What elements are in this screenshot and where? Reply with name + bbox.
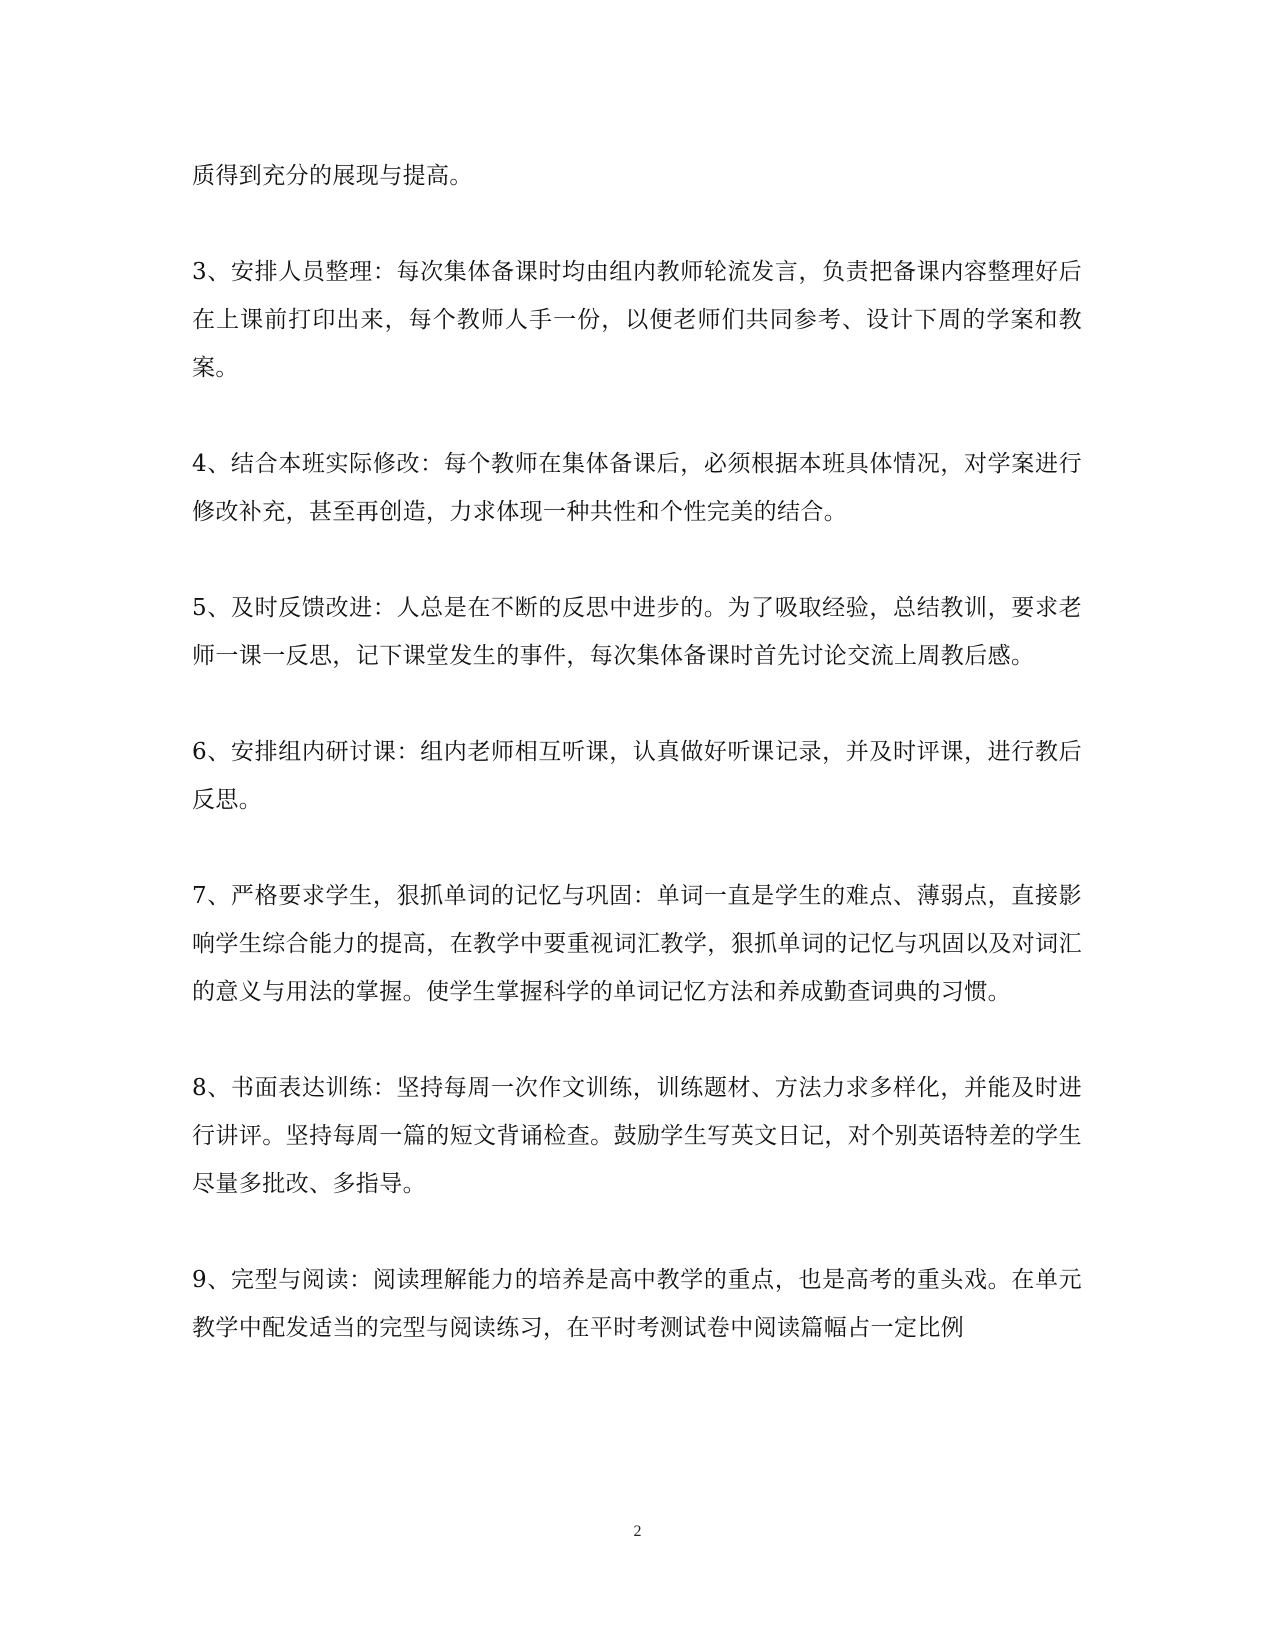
paragraph-item-7: 7、严格要求学生，狠抓单词的记忆与巩固：单词一直是学生的难点、薄弱点，直接影响学生综合能力的提高，在教学中要重视词汇教学，狠抓单词的记忆与巩固以及对词汇的意义与用法的掌握。使学生掌握科学的单词记忆方法和养成勤查词典的习惯。: [192, 883, 1082, 1005]
paragraph-item-9: 9、完型与阅读：阅读理解能力的培养是高中教学的重点，也是高考的重头戏。在单元教学中配发适当的完型与阅读练习，在平时考测试卷中阅读篇幅占一定比例: [192, 1267, 1082, 1341]
paragraph-item-8: 8、书面表达训练：坚持每周一次作文训练，训练题材、方法力求多样化，并能及时进行讲评。坚持每周一篇的短文背诵检查。鼓励学生写英文日记，对个别英语特差的学生尽量多批改、多指导。: [192, 1075, 1082, 1197]
paragraph-item-6: 6、安排组内研讨课：组内老师相互听课，认真做好听课记录，并及时评课，进行教后反思。: [192, 739, 1082, 813]
paragraph-continuation: 质得到充分的展现与提高。: [192, 163, 473, 189]
document-body: [192, 152, 1082, 1352]
paragraph-item-5: 5、及时反馈改进：人总是在不断的反思中进步的。为了吸取经验，总结教训，要求老师一课一反思，记下课堂发生的事件，每次集体备课时首先讨论交流上周教后感。: [192, 595, 1082, 669]
paragraph-item-4: 4、结合本班实际修改：每个教师在集体备课后，必须根据本班具体情况，对学案进行修改补充，甚至再创造，力求体现一种共性和个性完美的结合。: [192, 451, 1082, 525]
paragraph-item-3: 3、安排人员整理：每次集体备课时均由组内教师轮流发言，负责把备课内容整理好后在上课前打印出来，每个教师人手一份，以便老师们共同参考、设计下周的学案和教案。: [192, 259, 1082, 381]
page-number: 2: [633, 1523, 642, 1540]
